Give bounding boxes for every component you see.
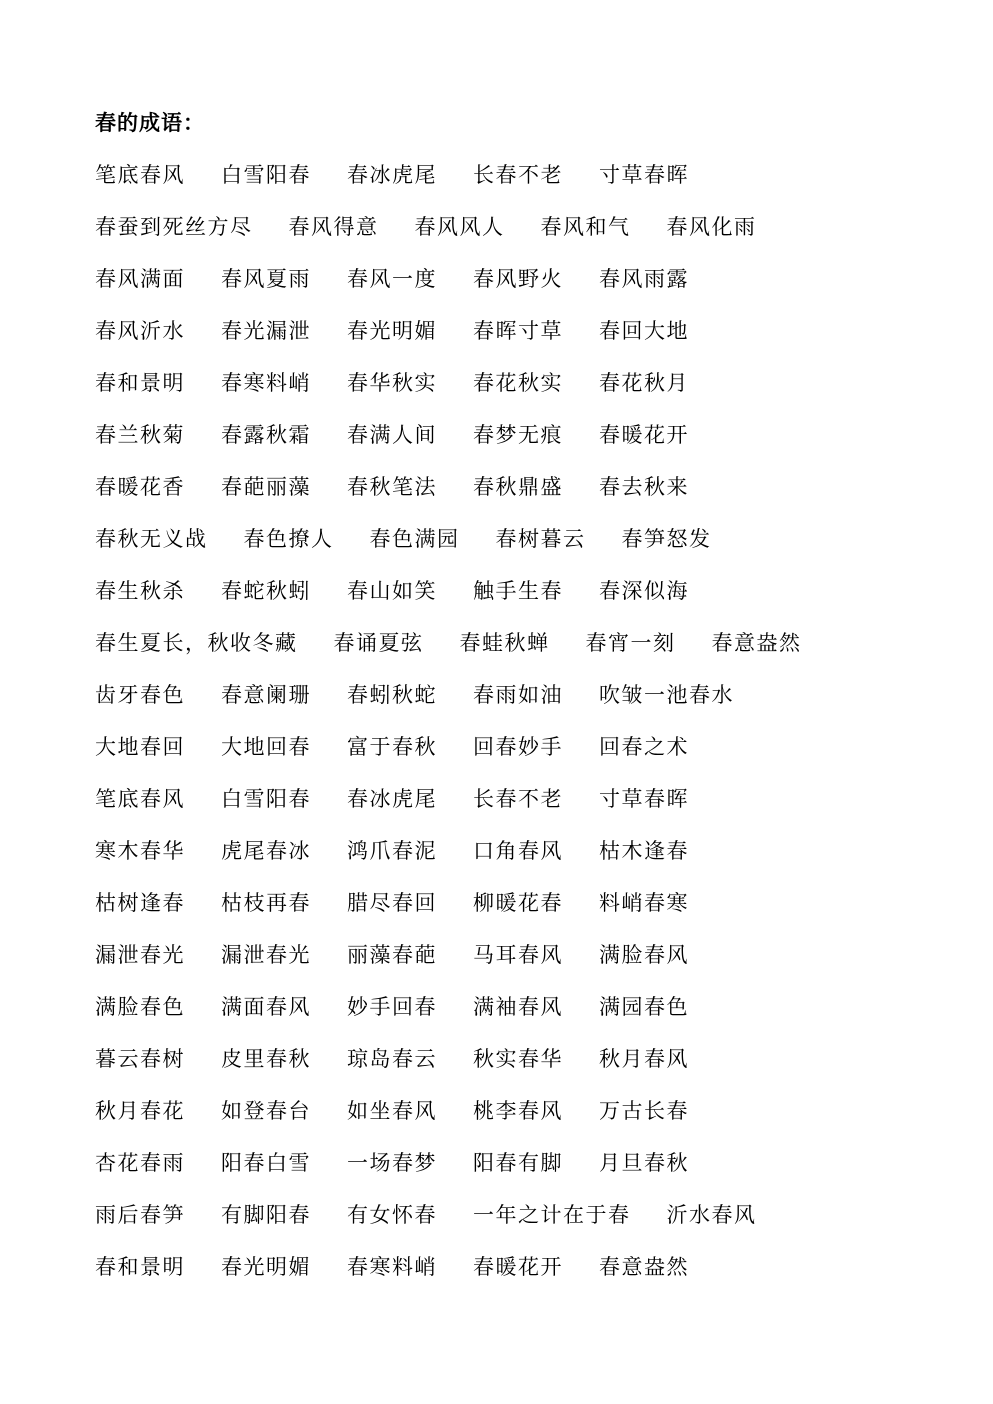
- idiom-item: 阳春白雪: [221, 1151, 311, 1175]
- idiom-row: [95, 628, 955, 680]
- idiom-item: 暮云春树: [95, 1047, 185, 1071]
- idiom-item: 白雪阳春: [221, 787, 311, 811]
- idiom-item: 白雪阳春: [221, 163, 311, 187]
- idiom-item: 春暖花开: [599, 423, 689, 447]
- idiom-item: 春和景明: [95, 1255, 185, 1279]
- idiom-item: 漏泄春光: [95, 943, 185, 967]
- idiom-item: 春蚓秋蛇: [347, 683, 437, 707]
- idiom-item: 回春之术: [599, 735, 689, 759]
- idiom-row: [95, 316, 955, 368]
- idiom-item: 寸草春晖: [599, 787, 689, 811]
- idiom-item: 杏花春雨: [95, 1151, 185, 1175]
- idiom-item: 如登春台: [221, 1099, 311, 1123]
- idiom-item: 春冰虎尾: [347, 163, 437, 187]
- idiom-item: 春风化雨: [666, 215, 757, 239]
- idiom-item: 一年之计在于春: [473, 1203, 631, 1227]
- idiom-item: 雨后春笋: [95, 1203, 185, 1227]
- idiom-item: 春和景明: [95, 371, 185, 395]
- idiom-item: 妙手回春: [347, 995, 437, 1019]
- idiom-item: 万古长春: [599, 1099, 689, 1123]
- idiom-item: 春山如笑: [347, 579, 437, 603]
- idiom-item: 春风雨露: [599, 267, 689, 291]
- idiom-item: 琼岛春云: [347, 1047, 437, 1071]
- idiom-item: 春色撩人: [243, 527, 334, 551]
- idiom-item: 丽藻春葩: [347, 943, 437, 967]
- idiom-item: 春去秋来: [599, 475, 689, 499]
- idiom-item: 春秋鼎盛: [473, 475, 563, 499]
- idiom-row: [95, 784, 955, 836]
- idiom-item: 一场春梦: [347, 1151, 437, 1175]
- idiom-item: 秋月春花: [95, 1099, 185, 1123]
- idiom-item: 秋月春风: [599, 1047, 689, 1071]
- idiom-row: [95, 1148, 955, 1200]
- idiom-item: 笔底春风: [95, 163, 185, 187]
- idiom-item: 腊尽春回: [347, 891, 437, 915]
- idiom-item: 满脸春风: [599, 943, 689, 967]
- idiom-item: 春风风人: [414, 215, 505, 239]
- idiom-item: 漏泄春光: [221, 943, 311, 967]
- idiom-item: 如坐春风: [347, 1099, 437, 1123]
- idiom-row: [95, 472, 955, 524]
- idiom-item: 枯木逢春: [599, 839, 689, 863]
- idiom-item: 满袖春风: [473, 995, 563, 1019]
- idiom-row: [95, 524, 955, 576]
- idiom-item: 富于春秋: [347, 735, 437, 759]
- idiom-item: 春雨如油: [473, 683, 563, 707]
- idiom-item: 回春妙手: [473, 735, 563, 759]
- idiom-item: 春风得意: [288, 215, 379, 239]
- idiom-item: 春笋怒发: [621, 527, 712, 551]
- idiom-item: 满面春风: [221, 995, 311, 1019]
- idiom-item: 口角春风: [473, 839, 563, 863]
- idiom-item: 笔底春风: [95, 787, 185, 811]
- idiom-row: [95, 836, 955, 888]
- idiom-item: 春风和气: [540, 215, 631, 239]
- idiom-row: [95, 420, 955, 472]
- idiom-item: 料峭春寒: [599, 891, 689, 915]
- idiom-row: [95, 1044, 955, 1096]
- idiom-item: 春暖花香: [95, 475, 185, 499]
- idiom-item: 春深似海: [599, 579, 689, 603]
- idiom-item: 满脸春色: [95, 995, 185, 1019]
- idiom-item: 寸草春晖: [599, 163, 689, 187]
- idiom-item: 春花秋月: [599, 371, 689, 395]
- idiom-row: [95, 940, 955, 992]
- idiom-item: 春暖花开: [473, 1255, 563, 1279]
- idiom-item: 春满人间: [347, 423, 437, 447]
- document-page: [95, 108, 955, 1304]
- idiom-item: 春光明媚: [221, 1255, 311, 1279]
- idiom-item: 春宵一刻: [585, 631, 676, 655]
- idiom-row: [95, 368, 955, 420]
- idiom-item: 春色满园: [369, 527, 460, 551]
- page-title: 春的成语：: [95, 110, 205, 135]
- idiom-row: [95, 1096, 955, 1148]
- idiom-row: [95, 264, 955, 316]
- idiom-item: 满园春色: [599, 995, 689, 1019]
- idiom-item: 春秋无义战: [95, 527, 208, 551]
- idiom-row: [95, 1200, 955, 1252]
- idiom-item: 皮里春秋: [221, 1047, 311, 1071]
- idiom-item: 春树暮云: [495, 527, 586, 551]
- idiom-item: 鸿爪春泥: [347, 839, 437, 863]
- idiom-item: 马耳春风: [473, 943, 563, 967]
- idiom-item: 春葩丽藻: [221, 475, 311, 499]
- idiom-item: 桃李春风: [473, 1099, 563, 1123]
- idiom-item: 柳暖花春: [473, 891, 563, 915]
- idiom-item: 春风满面: [95, 267, 185, 291]
- idiom-row: [95, 992, 955, 1044]
- idiom-item: 齿牙春色: [95, 683, 185, 707]
- idiom-item: 春风野火: [473, 267, 563, 291]
- idiom-row: [95, 732, 955, 784]
- idiom-item: 沂水春风: [666, 1203, 757, 1227]
- idiom-item: 春蚕到死丝方尽: [95, 215, 253, 239]
- idiom-item: 春冰虎尾: [347, 787, 437, 811]
- idiom-row: [95, 212, 955, 264]
- idiom-row: [95, 576, 955, 628]
- idiom-item: 大地春回: [95, 735, 185, 759]
- idiom-item: 虎尾春冰: [221, 839, 311, 863]
- idiom-item: 触手生春: [473, 579, 563, 603]
- idiom-item: 春蛙秋蝉: [459, 631, 550, 655]
- idiom-item: 长春不老: [473, 163, 563, 187]
- idiom-item: 春意盎然: [711, 631, 802, 655]
- idiom-item: 枯枝再春: [221, 891, 311, 915]
- idiom-item: 春光明媚: [347, 319, 437, 343]
- idiom-item: 春意阑珊: [221, 683, 311, 707]
- idiom-item: 春风一度: [347, 267, 437, 291]
- idiom-item: 秋实春华: [473, 1047, 563, 1071]
- idiom-item: 春意盎然: [599, 1255, 689, 1279]
- idiom-item: 长春不老: [473, 787, 563, 811]
- idiom-item: 寒木春华: [95, 839, 185, 863]
- idiom-item: 有脚阳春: [221, 1203, 311, 1227]
- idiom-item: 春兰秋菊: [95, 423, 185, 447]
- idiom-item: 春诵夏弦: [333, 631, 424, 655]
- idiom-item: 春梦无痕: [473, 423, 563, 447]
- idiom-item: 春生秋杀: [95, 579, 185, 603]
- idiom-item: 春风沂水: [95, 319, 185, 343]
- idiom-item: 大地回春: [221, 735, 311, 759]
- idiom-item: 春寒料峭: [347, 1255, 437, 1279]
- idiom-item: 吹皱一池春水: [599, 683, 734, 707]
- idiom-item: 有女怀春: [347, 1203, 437, 1227]
- idiom-item: 春晖寸草: [473, 319, 563, 343]
- idiom-list: [95, 160, 955, 1304]
- idiom-row: [95, 1252, 955, 1304]
- idiom-row: [95, 160, 955, 212]
- idiom-row: [95, 888, 955, 940]
- idiom-row: [95, 680, 955, 732]
- idiom-item: 春风夏雨: [221, 267, 311, 291]
- idiom-item: 春花秋实: [473, 371, 563, 395]
- idiom-item: 春蛇秋蚓: [221, 579, 311, 603]
- idiom-item: 春光漏泄: [221, 319, 311, 343]
- idiom-item: 春露秋霜: [221, 423, 311, 447]
- idiom-item: 春秋笔法: [347, 475, 437, 499]
- idiom-item: 枯树逢春: [95, 891, 185, 915]
- idiom-item: 春回大地: [599, 319, 689, 343]
- idiom-item: 春华秋实: [347, 371, 437, 395]
- idiom-item: 月旦春秋: [599, 1151, 689, 1175]
- idiom-item: 春寒料峭: [221, 371, 311, 395]
- idiom-item: 阳春有脚: [473, 1151, 563, 1175]
- idiom-item: 春生夏长，秋收冬藏: [95, 631, 298, 655]
